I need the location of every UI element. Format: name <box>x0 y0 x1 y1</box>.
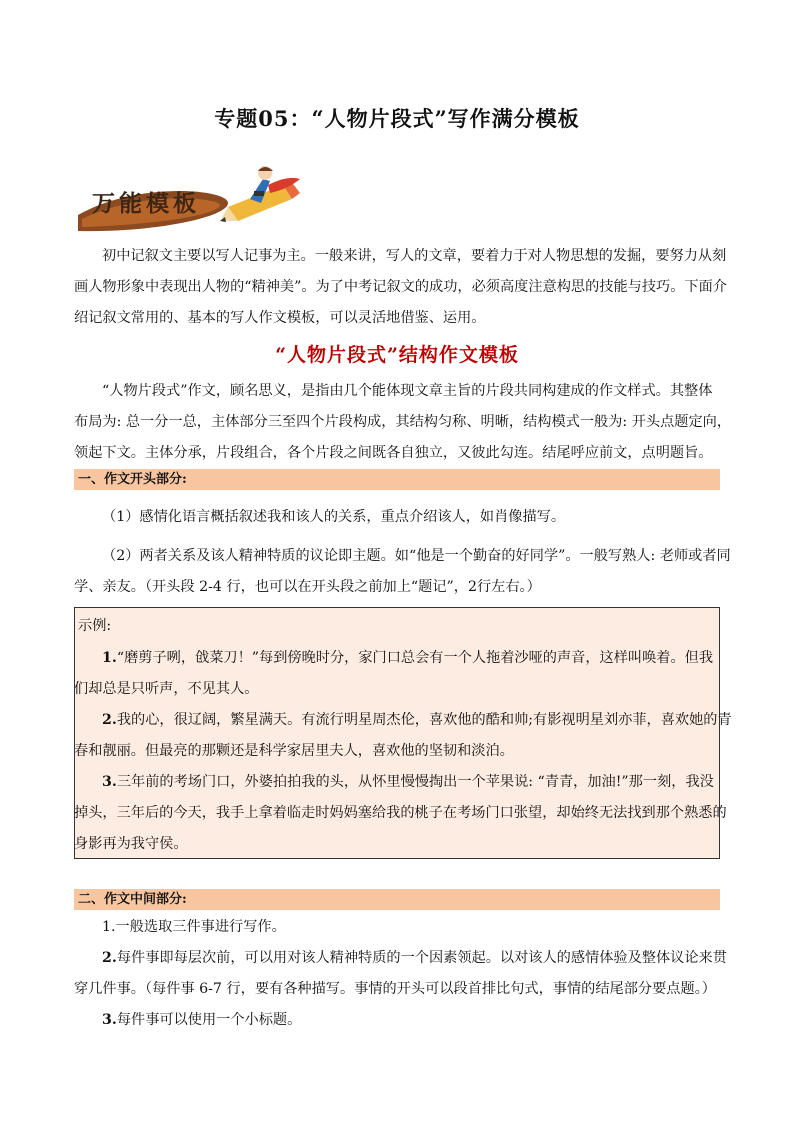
section2-item-3-text: 每件事可以使用一个小标题。 <box>116 1012 302 1028</box>
intro-line-3: 绍记叙文常用的、基本的写人作文模板，可以灵活地借鉴、运用。 <box>74 310 486 326</box>
example-3-line-3: 身影再为我守侯。 <box>74 836 188 852</box>
section2-item-1: 1.一般选取三件事进行写作。 <box>102 919 286 935</box>
section2-item-2-line-2: 穿几件事。（每件事 6-7 行，要有各种描写。事情的开头可以段首排比句式，事情的结尾部分要点题。） <box>74 981 716 997</box>
example-2-line-2: 春和靓丽。但最亮的那颗还是科学家居里夫人，喜欢他的坚韧和淡泊。 <box>74 743 514 759</box>
example-2-number: 2. <box>102 712 117 728</box>
definition-line-3: 领起下文。主体分承，片段组合，各个片段之间既各自独立，又彼此勾连。结尾呼应前文，点明题旨。 <box>74 445 713 461</box>
example-2-line-1 <box>102 705 732 736</box>
section1-item-1: （1）感情化语言概括叙述我和该人的关系，重点介绍该人，如肖像描写。 <box>102 509 566 525</box>
intro-line-2: 画人物形象中表现出人物的“精神美”。为了中考记叙文的成功，必须高度注意构思的技能与技巧。下面介 <box>74 279 727 295</box>
example-1-number: 1. <box>102 650 117 666</box>
section2-item-3-number: 3. <box>102 1012 117 1028</box>
section2-item-3 <box>102 1005 301 1036</box>
example-3-text: 三年前的考场门口，外婆拍拍我的头，从怀里慢慢掏出一个苹果说: “青青，加油!”那一刻，我没 <box>116 774 714 790</box>
section1-item-2-line-2: 学、亲友。（开头段 2-4 行，也可以在开头段之前加上“题记”，2行左右。） <box>74 579 541 595</box>
example-3-line-2: 掉头，三年后的今天，我手上拿着临走时妈妈塞给我的桃子在考场门口张望，却始终无法找到那个熟悉的 <box>74 805 727 821</box>
section2-header: 二、作文中间部分: <box>74 889 720 910</box>
example-1-line-1 <box>102 643 713 674</box>
definition-line-2: 布局为: 总一分一总，主体部分三至四个片段构成，其结构匀称、明晰，结构模式一般为: 开头点题定向， <box>74 414 732 430</box>
definition-line-1: “人物片段式”作文，顾名思义，是指由几个能体现文章主旨的片段共同构建成的作文样式。其整体 <box>102 383 713 399</box>
section2-item-2-text: 每件事即每层次前，可以用对该人精神特质的一个因素领起。以对该人的感情体验及整体议论来贯 <box>116 950 727 966</box>
section2-item-2-number: 2. <box>102 950 117 966</box>
section-subtitle: “人物片段式”结构作文模板 <box>275 344 519 366</box>
section1-item-2-line-1: （2）两者关系及该人精神特质的议论即主题。如“他是一个勤奋的好同学”。一般写熟人: 老师或者同 <box>102 548 731 564</box>
example-label: 示例: <box>78 618 112 634</box>
banner-text: 万能模板 <box>92 191 200 217</box>
page-title: 专题05：“人物片段式”写作满分模板 <box>214 106 580 131</box>
section2-item-2-line-1 <box>102 943 727 974</box>
example-1-line-2: 们却总是只听声，不见其人。 <box>74 681 259 697</box>
example-2-text: 我的心，很辽阔，繁星满天。有流行明星周杰伦，喜欢他的酷和帅;有影视明星刘亦菲，喜欢她的青 <box>116 712 732 728</box>
example-1-text: “磨剪子咧，戗菜刀！”每到傍晚时分，家门口总会有一个人拖着沙哑的声音，这样叫唤着。但我 <box>116 650 714 666</box>
intro-line-1: 初中记叙文主要以写人记事为主。一般来讲，写人的文章，要着力于对人物思想的发掘，要努力从刻 <box>102 248 727 264</box>
example-3-number: 3. <box>102 774 117 790</box>
example-3-line-1 <box>102 767 714 798</box>
section1-header: 一、作文开头部分: <box>74 469 720 490</box>
